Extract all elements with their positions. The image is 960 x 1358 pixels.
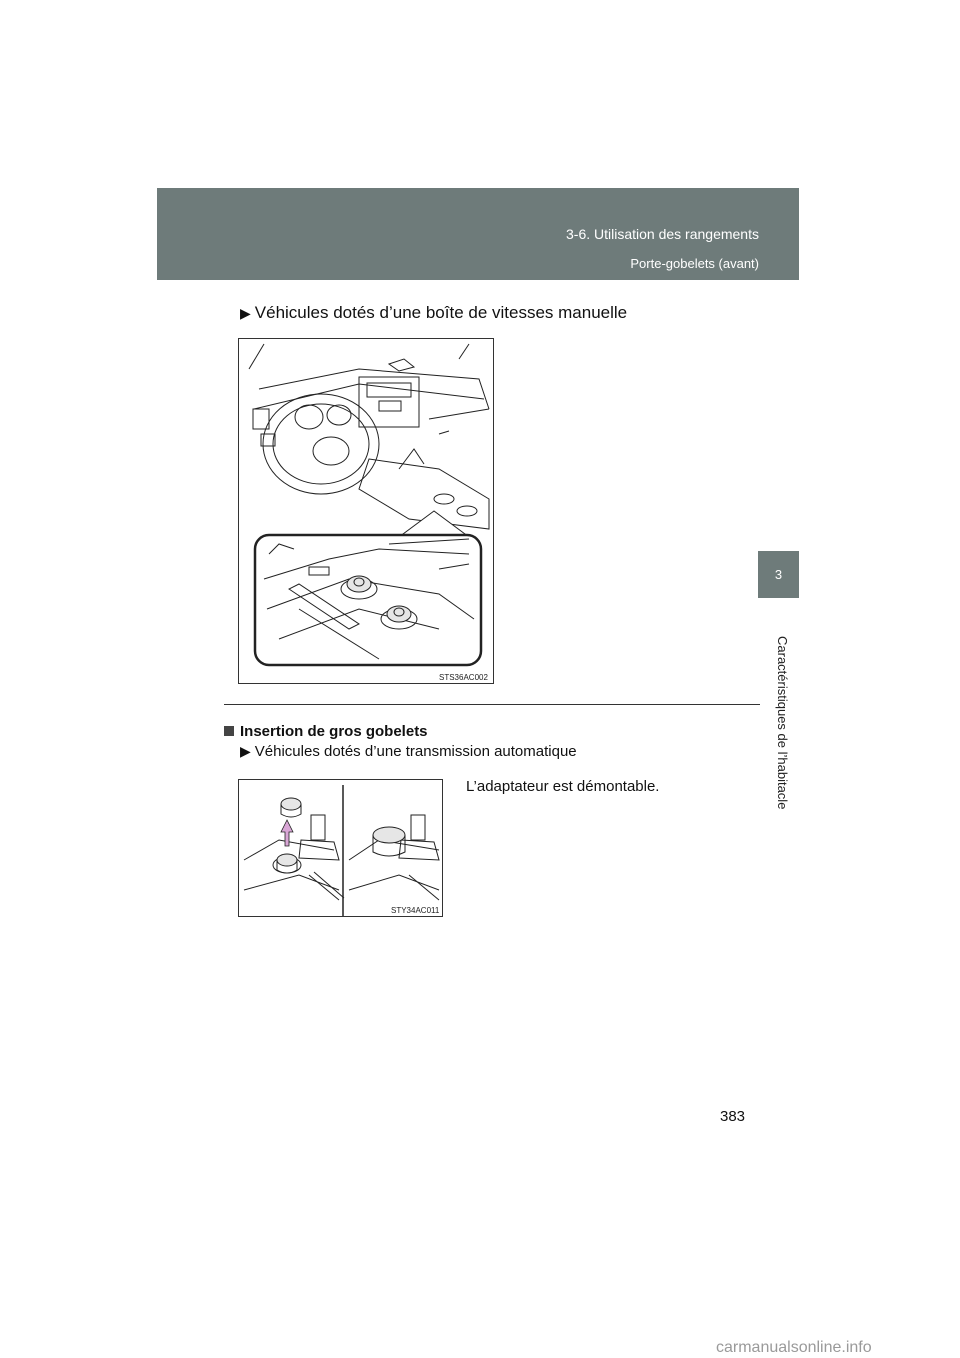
chapter-tab-number: 3 <box>758 551 799 598</box>
figure-adapter-removal <box>238 779 443 917</box>
heading-automatic-transmission <box>240 743 577 760</box>
section-divider <box>224 704 760 705</box>
section-title-text: Insertion de gros gobelets <box>240 723 428 740</box>
dashboard-illustration <box>239 339 493 683</box>
site-watermark: carmanualsonline.info <box>716 1339 872 1356</box>
figure2-code: STY34AC011 <box>391 906 440 915</box>
chapter-tab-label: Caractéristiques de l’habitacle <box>775 636 790 810</box>
heading-manual-text: Véhicules dotés d’une boîte de vitesses manuelle <box>254 303 628 322</box>
adapter-note: L’adaptateur est démontable. <box>466 778 660 795</box>
adapter-illustration <box>239 780 442 916</box>
header-subsection-title: Porte-gobelets (avant) <box>630 256 759 271</box>
square-bullet-icon <box>224 726 234 736</box>
heading-manual-gearbox <box>240 303 627 323</box>
header-band <box>157 188 799 280</box>
heading-auto-text: Véhicules dotés d’une transmission automatique <box>254 743 577 760</box>
figure-manual-cupholders <box>238 338 494 684</box>
figure1-code: STS36AC002 <box>439 673 488 682</box>
triangle-bullet-icon: ▶ <box>240 743 251 759</box>
section-title <box>224 723 428 740</box>
header-section-title: 3-6. Utilisation des rangements <box>566 226 759 242</box>
page-number: 383 <box>720 1108 746 1125</box>
triangle-bullet-icon: ▶ <box>240 305 251 321</box>
